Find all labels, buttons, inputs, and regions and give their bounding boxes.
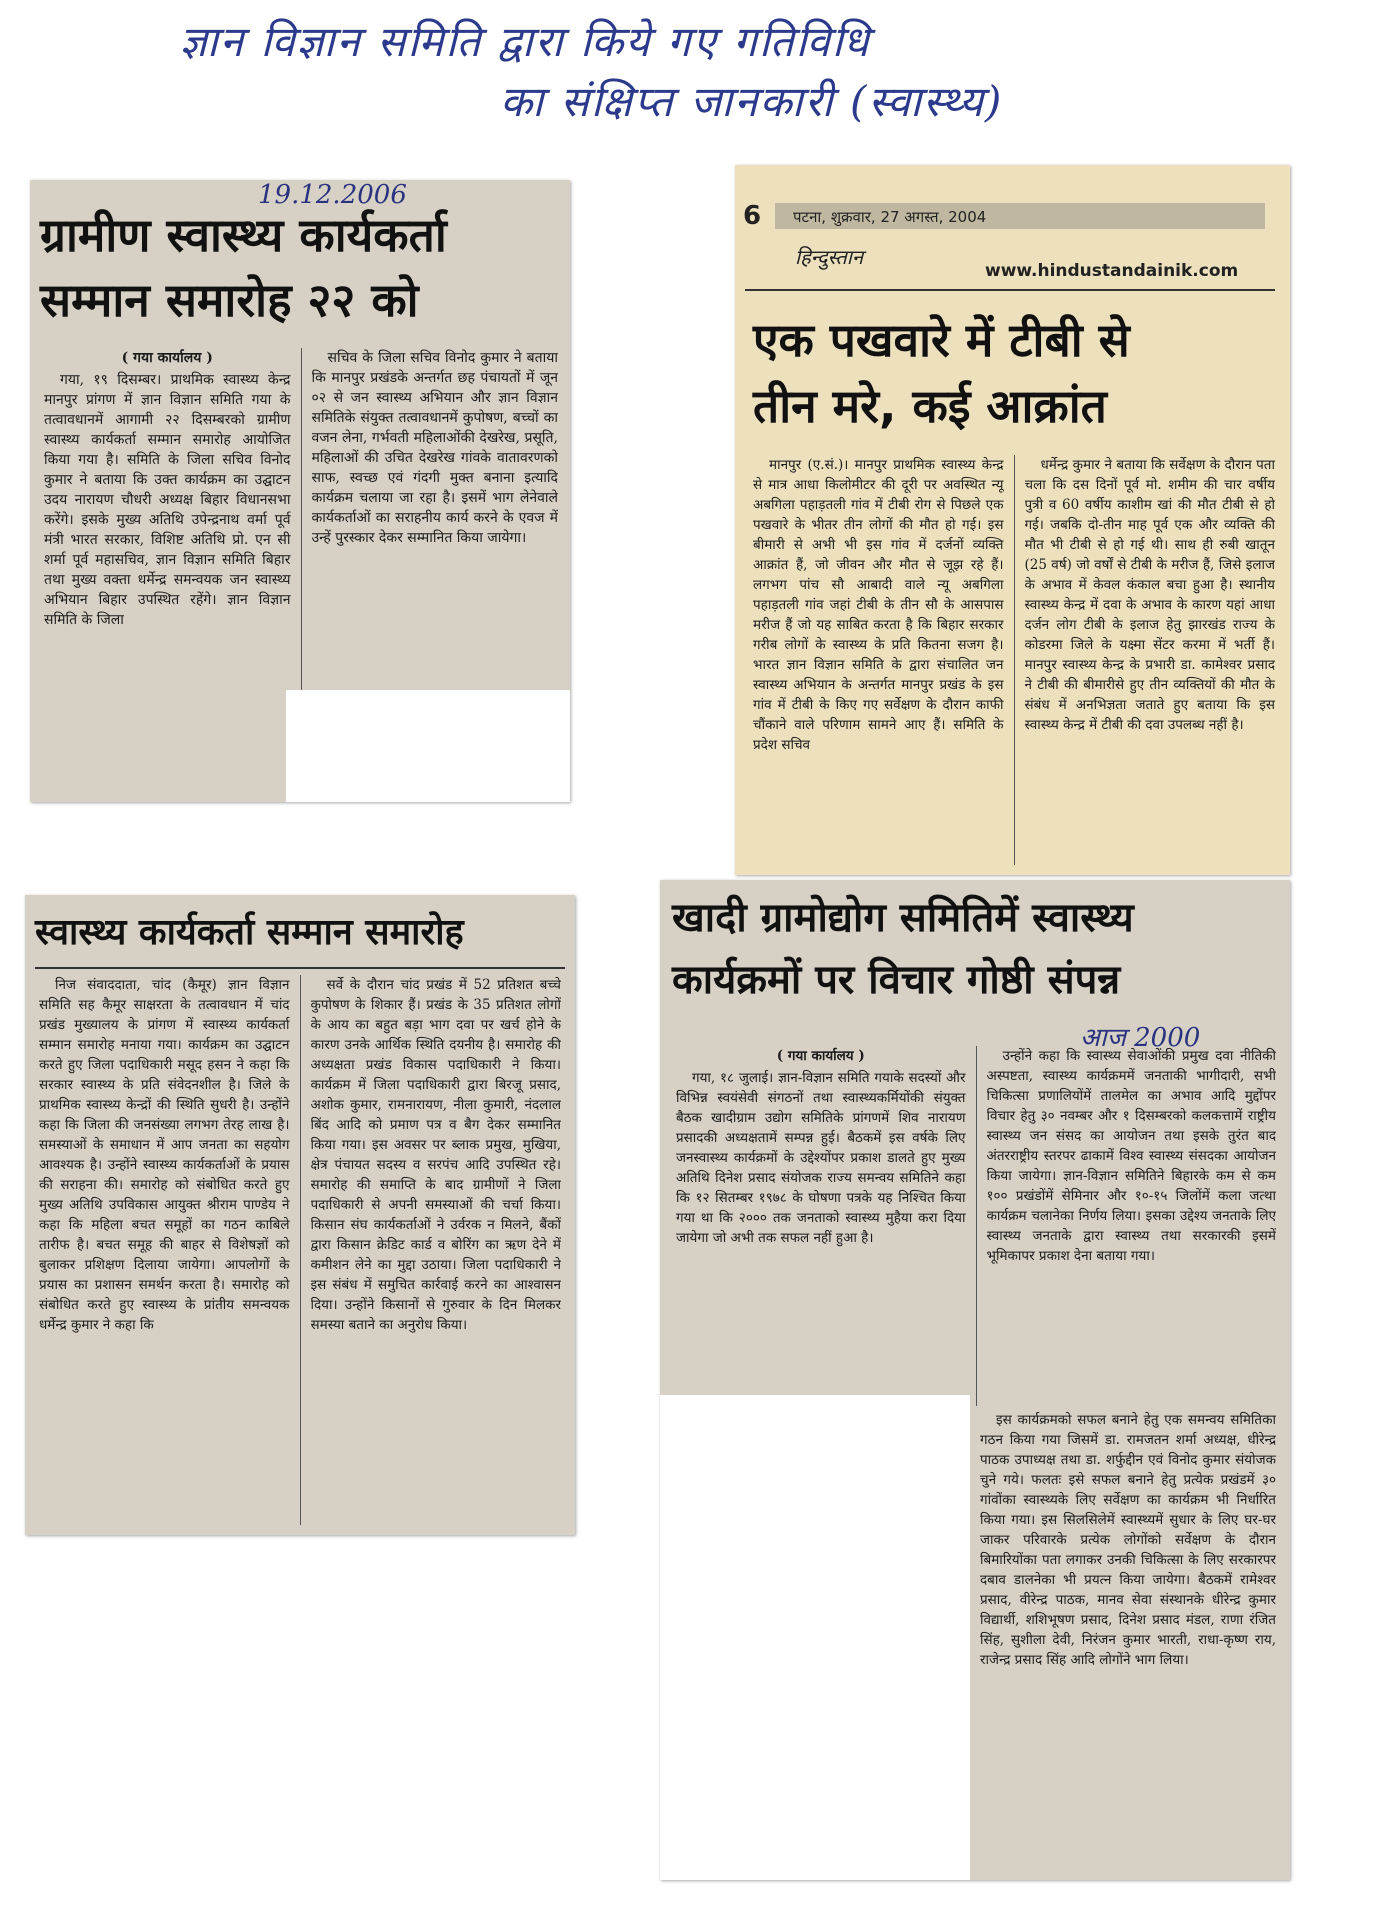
clipping1-column-2-text: सचिव के जिला सचिव विनोद कुमार ने बताया कि मानपुर प्रखंडके अन्तर्गत छह पंचायतों में जून ०२ से जन स्वास्थ्य अभियान और ज्ञान विज्ञान समितिके संयुक्त तत्वावधानमें कुपोषण, बच्चों का वजन लेना, गर्भवती महिलाओंकी देखरेख, प्रसूति, महिलाओं की उचित देखरेख गांवके वातावरणको साफ, स्वच्छ एवं गंदगी मुक्त बनाना इत्यादि कार्यक्रम चलाया जा रहा है। इसमें भाग लेनेवाले कार्यकर्ताओं का सराहनीय कार्य करने के एवज में उन्हें पुरस्कार देकर सम्मानित किया जायेगा। [311,350,558,546]
clipping3-column-1 [39,975,290,1525]
clipping2-website: www.hindustandainik.com [985,261,1239,281]
clipping-gramin-swasthya [30,180,570,802]
clipping4-column-3 [980,1410,1276,1865]
clipping1-date-note: 19.12.2006 [258,180,407,210]
clipping4-dateline: ( गया कार्यालय ) [776,1048,865,1064]
clipping-khadi-goshthi [660,880,1290,1880]
clipping1-column-1 [44,348,291,798]
handwritten-title-line2: का संक्षिप्त जानकारी (स्वास्थ्य) [500,77,1004,126]
column-divider [1014,455,1015,865]
clipping3-column-2-text: सर्वे के दौरान चांद प्रखंड में 52 प्रतिशत बच्चे कुपोषण के शिकार हैं। प्रखंड के 35 प्रतिशत लोगों के आय का बहुत बड़ा भाग दवा पर खर्च होने के कारण उनके आर्थिक स्थिति दयनीय है। समारोह की अध्यक्षता प्रखंड विकास पदाधिकारी ने किया। कार्यक्रम में जिला पदाधिकारी द्वारा बिरजू प्रसाद, अशोक कुमार, रामनारायण, नीला कुमारी, नंदलाल बिंद आदि को प्रमाण पत्र व बैग देकर सम्मानित किया गया। इस अवसर पर ब्लाक प्रमुख, मुखिया, क्षेत्र पंचायत सदस्य व सरपंच आदि उपस्थित रहे। समारोह की समाप्ति के बाद ग्रामीणों ने जिला पदाधिकारी से अपनी समस्याओं की चर्चा किया। किसान संघ कार्यकर्ताओं ने उर्वरक न मिलने, बैंकों द्वारा किसान क्रेडिट कार्ड व बोरिंग का ऋण देने में कमीशन लेने का मुद्दा उठाया। जिला पदाधिकारी ने इस संबंध में समुचित कार्रवाई करने का आश्वासन दिया। उन्होंने किसानों से गुरुवार के दिन मिलकर समस्या बताने का अनुरोध किया। [310,977,561,1333]
clipping1-cutout [286,690,570,802]
clipping4-column-1-text: गया, १८ जुलाई। ज्ञान-विज्ञान समिति गयाके सदस्यों और विभिन्न स्वयंसेवी संगठनों तथा स्वास्थ्यकर्मियोंकी संयुक्त बैठक खादीग्राम उद्योग समितिके प्रांगणमें शिव नारायण प्रसादकी अध्यक्षतामें सम्पन्न हुई। बैठकमें इस वर्षके लिए जनस्वास्थ्य कार्यक्रमों के उद्देश्योंपर प्रकाश डालते हुए मुख्य अतिथि दिनेश प्रसाद संयोजक राज्य समन्वय समितिने कहा कि १२ सितम्बर १९७८ के घोषणा पत्रके यह निश्चित किया गया था कि २००० तक जनताको स्वास्थ्य मुहैया करा दिया जायेगा जो अभी तक सफल नहीं हुआ है। [676,1070,966,1246]
clipping2-column-2-text: धर्मेन्द्र कुमार ने बताया कि सर्वेक्षण के दौरान पता चला कि दस दिनों पूर्व मो. शमीम की चार वर्षीय पुत्री व 60 वर्षीय काशीम खां की मौत टीबी से हो गई। जबकि दो-तीन माह पूर्व एक और व्यक्ति की मौत भी टीबी से हो गई थी। साथ ही रुबी खातून (25 वर्ष) जो वर्षों से टीबी के मरीज हैं, जिसे इलाज के अभाव में केवल कंकाल बचा हुआ है। स्थानीय स्वास्थ्य केन्द्र में दवा के अभाव के कारण यहां आधा दर्जन लोग टीबी के इलाज हेतु झारखंड राज्य के कोडरमा जिले के यक्ष्मा सेंटर करमा में भर्ती हैं। मानपुर स्वास्थ्य केन्द्र के प्रभारी डा. कामेश्वर प्रसाद ने टीबी की बीमारीसे हुए तीन व्यक्तियों की मौत के संबंध में अनभिज्ञता जताते हुए बताया कि इस स्वास्थ्य केन्द्र में टीबी की दवा उपलब्ध नहीं है। [1024,457,1275,733]
clipping3-column-1-text: निज संवाददाता, चांद (कैमूर) ज्ञान विज्ञान समिति सह कैमूर साक्षरता के तत्वावधान में चांद प्रखंड मुख्यालय के प्रांगण में स्वास्थ्य कार्यकर्ता सम्मान समारोह मनाया गया। कार्यक्रम का उद्घाटन करते हुए जिला पदाधिकारी मसूद हसन ने कहा कि सरकार स्वास्थ्य के प्रति संवेदनशील है। जिले के प्राथमिक स्वास्थ्य केन्द्रों की स्थिति सुधरी है। उन्होंने कहा कि जिला की जनसंख्या लगभग तेरह लाख है। समस्याओं के समाधान में आप जनता का सहयोग आवश्यक है। उन्होंने स्वास्थ्य कार्यकर्ताओं के प्रयास की सराहना की। समारोह को संबोधित करते हुए मुख्य अतिथि उपविकास आयुक्त श्रीराम पाण्डेय ने कहा कि महिला बचत समूहों का गठन काबिले तारीफ है। बचत समूह की बाहर से विशेषज्ञों को बुलाकर प्रशिक्षण दिलाया जायेगा। आपलोगों के प्रयास का प्रशासन समर्थन करता है। समारोह को संबोधित करते हुए स्वास्थ्य के प्रांतीय समन्वयक धर्मेन्द्र कुमार ने कहा कि [39,977,290,1333]
clipping2-column-2 [1025,455,1276,865]
clipping-tb-news [735,165,1290,875]
clipping2-column-1-text: मानपुर (ए.सं.)। मानपुर प्राथमिक स्वास्थ्य केन्द्र से मात्र आधा किलोमीटर की दूरी पर अवस्थित न्यू अबगिला पहाड़तली गांव में टीबी रोग से पिछले एक पखवारे के भीतर तीन लोगों की मौत हो गई। इस बीमारी से अभी भी इस गांव में दर्जनों व्यक्ति आक्रांत हैं, जो जीवन और मौत से जूझ रहे हैं। लगभग पांच सौ आबादी वाले न्यू अबगिला पहाड़तली गांव जहां टीबी के तीन सौ के आसपास मरीज हैं जो यह साबित करता है कि बिहार सरकार गरीब लोगों के स्वास्थ्य के प्रति कितना सजग है। भारत ज्ञान विज्ञान समिति के द्वारा संचालित जन स्वास्थ्य अभियान के अन्तर्गत मानपुर प्रखंड के इस गांव में टीबी के किए गए सर्वेक्षण के दौरान काफी चौंकाने वाले परिणाम सामने आए हैं। समिति के प्रदेश सचिव [753,457,1004,753]
clipping4-column-1 [676,1046,966,1406]
clipping4-column-2-text: उन्होंने कहा कि स्वास्थ्य सेवाओंकी प्रमुख दवा नीतिकी अस्पष्टता, स्वास्थ्य कार्यक्रममें जनताकी भागीदारी, सभी चिकित्सा प्रणालियोंमें तालमेल का अभाव आदि मुद्दोंपर विचार हेतु ३० नवम्बर और १ दिसम्बरको कलकत्तामें राष्ट्रीय स्वास्थ्य जन संसद का आयोजन तथा इसके तुरंत बाद अंतरराष्ट्रीय स्तरपर ढाकामें विश्व स्वास्थ्य संसदका आयोजन किया जायेगा। ज्ञान-विज्ञान समितिने बिहारके कम से कम १०० प्रखंडोंमें सेमिनार और १०-१५ जिलोंमें कला जत्था कार्यक्रम चलानेका निर्णय लिया। इसका उद्देश्य जनताके लिए स्वास्थ्य जनताके द्वारा स्वास्थ्य तथा सरकारकी इसमें भूमिकापर प्रकाश देना बताया गया। [986,1048,1276,1264]
clipping2-masthead-date: पटना, शुक्रवार, 27 अगस्त, 2004 [793,208,987,226]
clipping3-column-2 [311,975,562,1525]
clipping2-page-number: 6 [743,201,762,231]
masthead-rule [745,289,1275,291]
clipping2-headline-line2: तीन मरे, कई आक्रांत [753,379,1107,433]
clipping1-headline-line1: ग्रामीण स्वास्थ्य कार्यकर्ता [40,208,447,262]
clipping1-column-1-text: गया, १९ दिसम्बर। प्राथमिक स्वास्थ्य केन्द्र मानपुर प्रांगण में ज्ञान विज्ञान समिति गया के तत्वावधानमें आगामी २२ दिसम्बरको ग्रामीण स्वास्थ्य कार्यकर्ता सम्मान समारोह आयोजित किया गया है। समिति के जिला सचिव विनोद कुमार ने बताया कि उक्त कार्यक्रम का उद्घाटन उदय नारायण चौधरी अध्यक्ष बिहार विधानसभा करेंगे। इसके मुख्य अतिथि उपेन्द्रनाथ वर्मा पूर्व मंत्री भारत सरकार, विशिष्ट अतिथि प्रो. एन सी शर्मा पूर्व महासचिव, ज्ञान विज्ञान समिति बिहार तथा मुख्य वक्ता धर्मेन्द्र समन्वयक जन स्वास्थ्य अभियान बिहार उपस्थित रहेंगे। ज्ञान विज्ञान समिति के जिला [44,372,291,628]
clipping1-headline-line2: सम्मान समारोह २२ को [40,273,419,327]
clipping4-column-2 [987,1046,1277,1406]
clipping3-columns [39,975,561,1525]
clipping4-lower-column [980,1410,1276,1865]
clipping4-headline-line1: खादी ग्रामोद्योग समितिमें स्वास्थ्य [672,895,1134,941]
clipping4-column-3-text: इस कार्यक्रमको सफल बनाने हेतु एक समन्वय समितिका गठन किया गया जिसमें डा. रामजतन शर्मा अध्यक्ष, धीरेन्द्र पाठक उपाध्यक्ष तथा डा. शर्फुद्दीन एवं विनोद कुमार संयोजक चुने गये। फलतः इसे सफल बनाने हेतु प्रत्येक प्रखंडमें ३० गांवोंका स्वास्थ्यके लिए सर्वेक्षण का कार्यक्रम भी निर्धारित किया गया। इस सिलसिलेमें स्वास्थ्यमें सुधार के लिए घर-घर जाकर परिवारके प्रत्येक लोगोंको सर्वेक्षण के दौरान बिमारियोंका पता लगाकर उनकी चिकित्सा के लिए सरकारपर दबाव डालनेका भी प्रयत्न किया जायेगा। बैठकमें रामेश्वर प्रसाद, वीरेन्द्र पाठक, मानव सेवा संस्थानके धीरेन्द्र कुमार विद्यार्थी, शशिभूषण प्रसाद, दिनेश प्रसाद मंडल, राणा रंजित सिंह, सुशीला देवी, निरंजन कुमार भारती, राधा-कृष्ण राय, राजेन्द्र प्रसाद सिंह आदि लोगोंने भाग लिया। [980,1412,1276,1668]
clipping2-masthead-name: हिन्दुस्तान [795,245,864,269]
clipping4-date-note: आज 2000 [1080,1023,1201,1053]
clipping4-headline-line2: कार्यक्रमों पर विचार गोष्ठी संपन्न [672,957,1121,1003]
clipping1-dateline: ( गया कार्यालय ) [121,350,213,366]
clipping-chand-samaroh [25,895,575,1535]
clipping4-columns [676,1046,1276,1406]
headline-rule [35,967,565,969]
clipping2-columns [753,455,1275,865]
handwritten-title-line1: ज्ञान विज्ञान समिति द्वारा किये गए गतिविधि [180,17,871,66]
column-divider [300,975,301,1525]
clipping2-column-1 [753,455,1004,865]
clipping4-cutout [660,1395,970,1880]
column-divider [976,1046,977,1406]
clipping2-headline-line1: एक पखवारे में टीबी से [753,313,1130,367]
clipping3-headline: स्वास्थ्य कार्यकर्ता सम्मान समारोह [35,912,464,953]
